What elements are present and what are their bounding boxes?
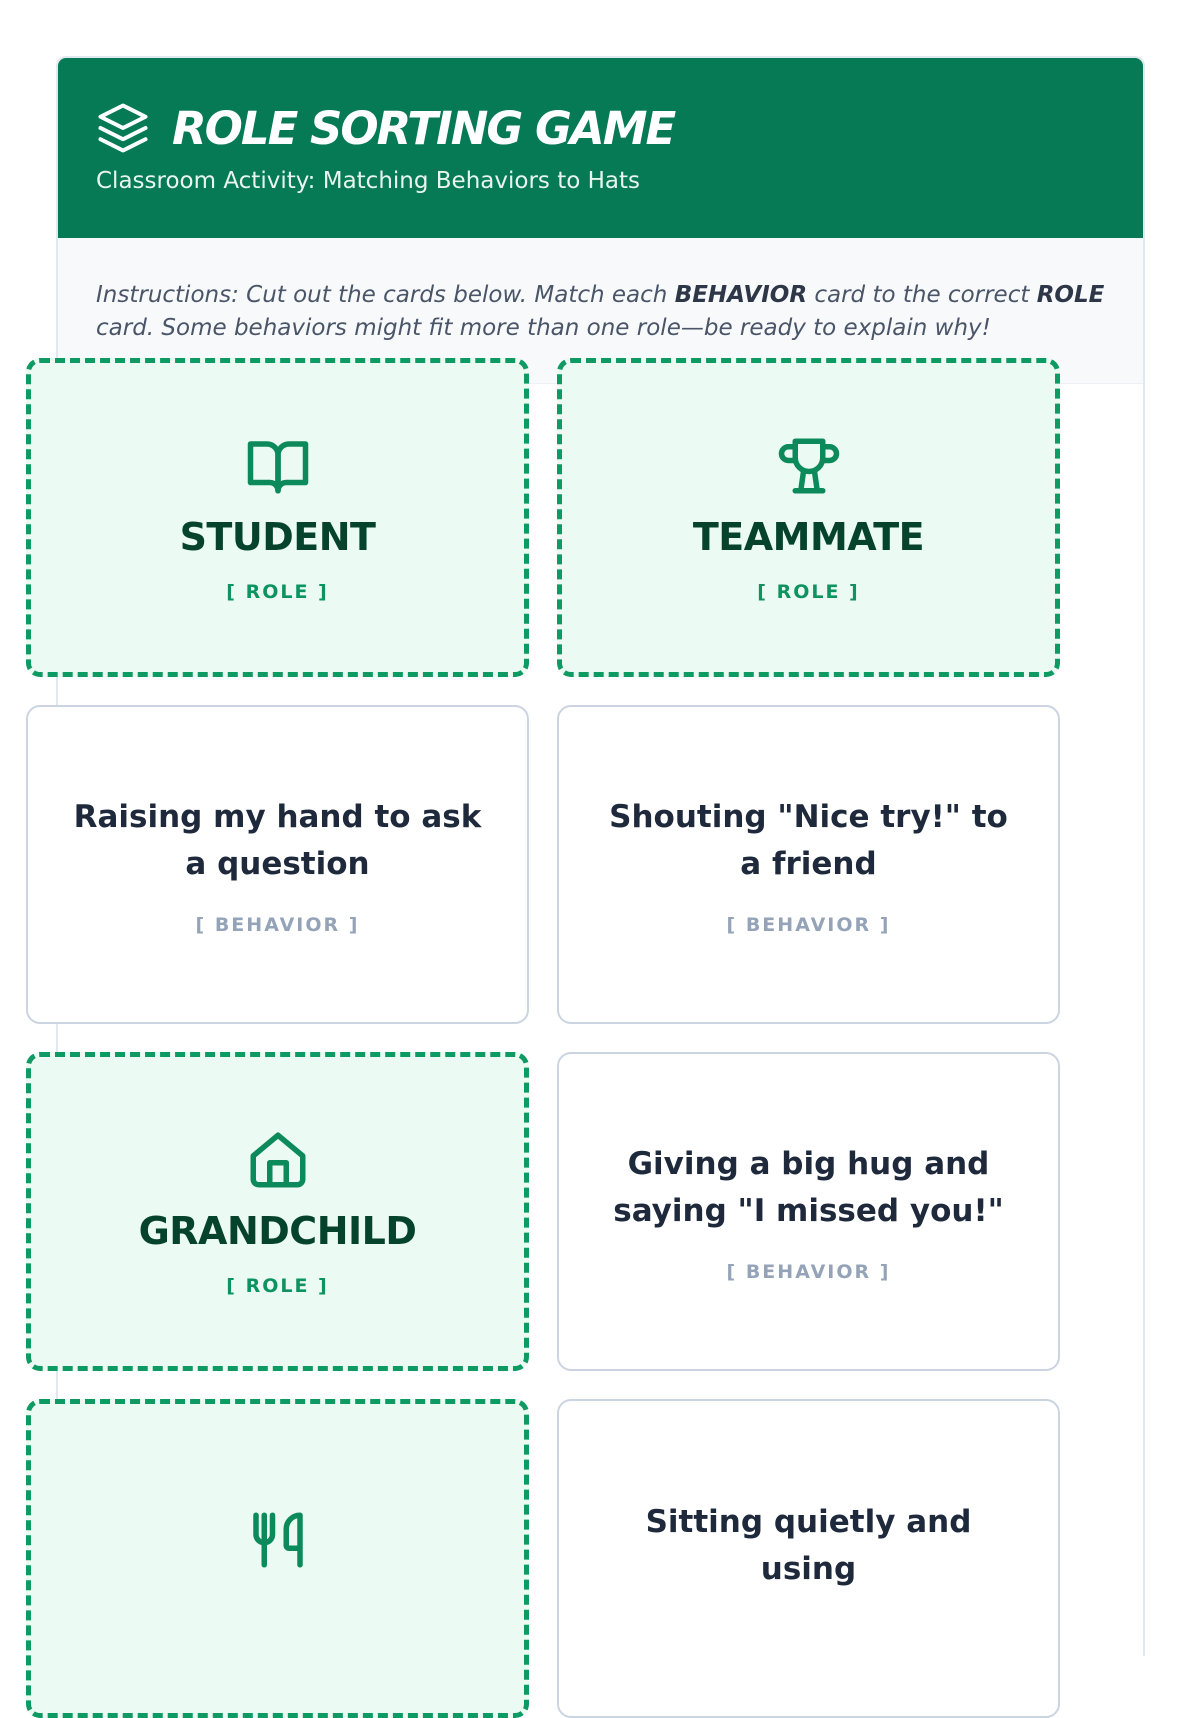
page-subtitle: Classroom Activity: Matching Behaviors to Hats [96, 168, 640, 194]
page-title: ROLE SORTING GAME [172, 101, 675, 155]
behavior-text: Giving a big hug and saying "I missed you!" [613, 1145, 1004, 1229]
trophy-icon [776, 433, 842, 499]
role-card-student[interactable] [26, 358, 529, 677]
role-name: STUDENT [179, 514, 376, 559]
role-name: GRANDCHILD [138, 1208, 417, 1253]
role-card-grandchild[interactable] [26, 1052, 529, 1371]
role-tag: [ ROLE ] [226, 1274, 329, 1297]
instructions-role-keyword: ROLE [1036, 282, 1105, 308]
instructions-text: card. Some behaviors might fit more than one role—be ready to explain why! [96, 315, 991, 341]
instructions-text: Instructions: Cut out the cards below. Match each [96, 282, 675, 308]
utensils-icon [245, 1507, 311, 1573]
header [58, 58, 1143, 238]
behavior-card[interactable] [26, 705, 529, 1024]
behavior-text: Shouting "Nice try!" to a friend [609, 798, 1008, 882]
behavior-tag: [ BEHAVIOR ] [726, 913, 891, 936]
book-icon [245, 433, 311, 499]
role-card[interactable] [26, 1399, 529, 1718]
behavior-tag: [ BEHAVIOR ] [195, 913, 360, 936]
role-tag: [ ROLE ] [226, 580, 329, 603]
title-row [96, 98, 1105, 158]
role-tag: [ ROLE ] [757, 580, 860, 603]
role-name: TEAMMATE [692, 514, 925, 559]
behavior-text: Raising my hand to ask a question [73, 798, 482, 882]
home-icon [245, 1127, 311, 1193]
instructions-behavior-keyword: BEHAVIOR [674, 282, 808, 308]
card-grid [26, 358, 1060, 1718]
behavior-card[interactable] [557, 1052, 1060, 1371]
instructions-text: card to the correct [807, 282, 1037, 308]
layers-icon [96, 101, 150, 155]
role-card-teammate[interactable] [557, 358, 1060, 677]
behavior-card[interactable] [557, 705, 1060, 1024]
behavior-tag: [ BEHAVIOR ] [726, 1260, 891, 1283]
behavior-card[interactable] [557, 1399, 1060, 1718]
behavior-text: Sitting quietly and using [645, 1503, 972, 1587]
